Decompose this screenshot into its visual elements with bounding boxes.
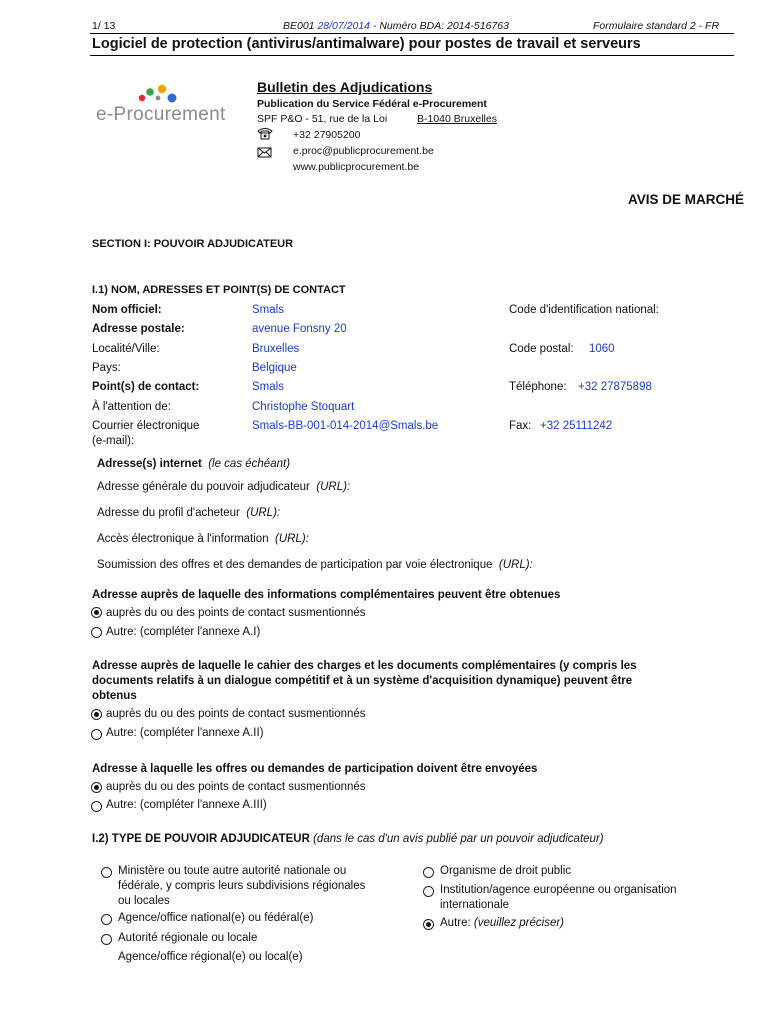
- email-label-line1: Courrier électronique: [92, 420, 200, 432]
- type-other-radio[interactable]: [423, 919, 434, 930]
- postal-address-value: avenue Fonsny 20: [252, 323, 347, 335]
- logo-text: e-Procurement: [96, 104, 226, 125]
- reference-id: BE001: [283, 20, 315, 32]
- internet-heading: [97, 458, 290, 470]
- electronic-access-label: Accès électronique à l'information: [97, 533, 269, 545]
- authority-type-note: (dans le cas d'un avis publié par un pouvoir adjudicateur): [313, 833, 604, 845]
- country-value: Belgique: [252, 362, 297, 374]
- electronic-submission-label: Soumission des offres et des demandes de participation par voie électronique: [97, 559, 493, 571]
- general-url-note: (URL):: [316, 481, 351, 493]
- postal-code-label: Code postal:: [509, 343, 574, 355]
- bda-number: - Numéro BDA: 2014-516763: [372, 20, 509, 32]
- publisher-address: SPF P&O - 51, rue de la Loi: [257, 113, 388, 125]
- header-rule: [90, 33, 734, 34]
- type-ministry-line3: ou locales: [118, 895, 170, 907]
- publisher-postal: B-1040 Bruxelles: [417, 113, 497, 125]
- type-regional-authority: Autorité régionale ou locale: [118, 932, 258, 944]
- authority-type-title: I.2) TYPE DE POUVOIR ADJUDICATEUR: [92, 833, 310, 845]
- general-url-row: [97, 481, 350, 493]
- form-label: [593, 20, 719, 32]
- telephone-value: +32 27875898: [578, 381, 652, 393]
- docs-address-heading-line1: Adresse auprès de laquelle le cahier des charges et les documents complémentaires (y compris les: [92, 660, 637, 672]
- offers-address-heading: Adresse à laquelle les offres ou demandes de participation doivent être envoyées: [92, 763, 538, 775]
- buyer-profile-note: (URL):: [246, 507, 281, 519]
- form-label-text: Formulaire standard 2 - FR: [593, 20, 720, 32]
- offers-contact-option: auprès du ou des points de contact susmentionnés: [106, 781, 366, 793]
- electronic-access-note: (URL):: [274, 533, 309, 545]
- contact-point-value: Smals: [252, 381, 284, 393]
- buyer-profile-row: [97, 507, 280, 519]
- type-ministry-radio[interactable]: [101, 867, 112, 878]
- docs-contact-radio[interactable]: [91, 709, 102, 720]
- type-national-agency: Agence/office national(e) ou fédéral(e): [118, 912, 314, 924]
- type-public-body-radio[interactable]: [423, 867, 434, 878]
- info-contact-radio[interactable]: [91, 607, 102, 618]
- page-number: 1/ 13: [92, 20, 116, 32]
- info-address-heading: Adresse auprès de laquelle des informations complémentaires peuvent être obtenues: [92, 589, 561, 601]
- logo-dot: [146, 88, 154, 96]
- publisher-website[interactable]: www.publicprocurement.be: [293, 161, 420, 173]
- electronic-access-row: [97, 533, 309, 545]
- info-other-radio[interactable]: [91, 627, 102, 638]
- section-heading: SECTION I: POUVOIR ADJUDICATEUR: [92, 238, 294, 250]
- internet-heading-note: (le cas échéant): [208, 458, 291, 470]
- docs-other-radio[interactable]: [91, 729, 102, 740]
- national-id-label: Code d'identification national:: [509, 304, 659, 316]
- type-regional-agency: Agence/office régional(e) ou local(e): [118, 951, 303, 963]
- publisher-subtitle: Publication du Service Fédéral e-Procurement: [257, 98, 487, 110]
- docs-address-heading-line2: documents relatifs à un dialogue compétitif et à un système d'acquisition dynamique) peuvent être: [92, 675, 633, 687]
- contact-point-label: Point(s) de contact:: [92, 381, 200, 393]
- type-other-label: Autre:: [440, 917, 471, 929]
- postal-address-label: Adresse postale:: [92, 323, 185, 335]
- subsection-heading: I.1) NOM, ADRESSES ET POINT(S) DE CONTACT: [92, 284, 346, 296]
- type-european-institution-line1: Institution/agence européenne ou organisation: [440, 884, 677, 896]
- offers-contact-radio[interactable]: [91, 782, 102, 793]
- type-ministry-line1: Ministère ou toute autre autorité nationale ou: [118, 865, 347, 877]
- buyer-profile-label: Adresse du profil d'acheteur: [97, 507, 240, 519]
- publisher-email[interactable]: e.proc@publicprocurement.be: [293, 145, 434, 157]
- eprocurement-logo: [92, 84, 232, 134]
- electronic-submission-note: (URL):: [498, 559, 533, 571]
- fax-value: +32 25111242: [540, 420, 613, 432]
- fax-label: Fax:: [509, 420, 532, 432]
- publisher-phone: +32 27905200: [293, 129, 361, 141]
- offers-other-radio[interactable]: [91, 801, 102, 812]
- docs-contact-option: auprès du ou des points de contact susmentionnés: [106, 708, 366, 720]
- type-national-agency-radio[interactable]: [101, 914, 112, 925]
- notice-type: AVIS DE MARCHÉ: [628, 192, 745, 207]
- city-value: Bruxelles: [252, 343, 300, 355]
- type-regional-authority-radio[interactable]: [101, 934, 112, 945]
- type-european-institution-radio[interactable]: [423, 886, 434, 897]
- attention-value: Christophe Stoquart: [252, 401, 355, 413]
- logo-dot: [158, 85, 166, 93]
- email-value[interactable]: Smals-BB-001-014-2014@Smals.be: [252, 420, 439, 432]
- internet-heading-text: Adresse(s) internet: [97, 458, 202, 470]
- authority-type-heading: [92, 833, 604, 845]
- postal-code-value: 1060: [589, 343, 615, 355]
- logo-dot: [156, 96, 161, 101]
- official-name-value: Smals: [252, 304, 284, 316]
- title-rule: [90, 55, 734, 56]
- type-other-note: (veuillez préciser): [473, 917, 564, 929]
- logo-dot: [168, 94, 177, 103]
- telephone-label: Téléphone:: [509, 381, 567, 393]
- official-name-label: Nom officiel:: [92, 304, 162, 316]
- mail-icon: [257, 146, 273, 164]
- general-url-label: Adresse générale du pouvoir adjudicateur: [97, 481, 310, 493]
- info-contact-option: auprès du ou des points de contact susmentionnés: [106, 607, 366, 619]
- phone-icon: [257, 127, 273, 145]
- type-ministry-line2: fédérale, y compris leurs subdivisions régionales: [118, 880, 366, 892]
- type-european-institution-line2: internationale: [440, 899, 510, 911]
- info-other-option: Autre: (compléter l'annexe A.I): [106, 626, 261, 638]
- notice-reference: [283, 20, 509, 32]
- logo-dot: [139, 95, 145, 101]
- attention-label: À l'attention de:: [92, 401, 171, 413]
- city-label: Localité/Ville:: [92, 343, 160, 355]
- email-label-line2: (e-mail):: [92, 435, 135, 447]
- docs-address-heading-line3: obtenus: [92, 690, 137, 702]
- electronic-submission-row: [97, 559, 533, 571]
- docs-other-option: Autre: (compléter l'annexe A.II): [106, 727, 264, 739]
- country-label: Pays:: [92, 362, 121, 374]
- type-other: [440, 917, 564, 929]
- type-public-body: Organisme de droit public: [440, 865, 572, 877]
- offers-other-option: Autre: (compléter l'annexe A.III): [106, 799, 267, 811]
- bulletin-title: Bulletin des Adjudications: [257, 79, 433, 95]
- notice-title: Logiciel de protection (antivirus/antimalware) pour postes de travail et serveurs: [92, 36, 641, 52]
- publication-date: 28/07/2014: [317, 20, 371, 32]
